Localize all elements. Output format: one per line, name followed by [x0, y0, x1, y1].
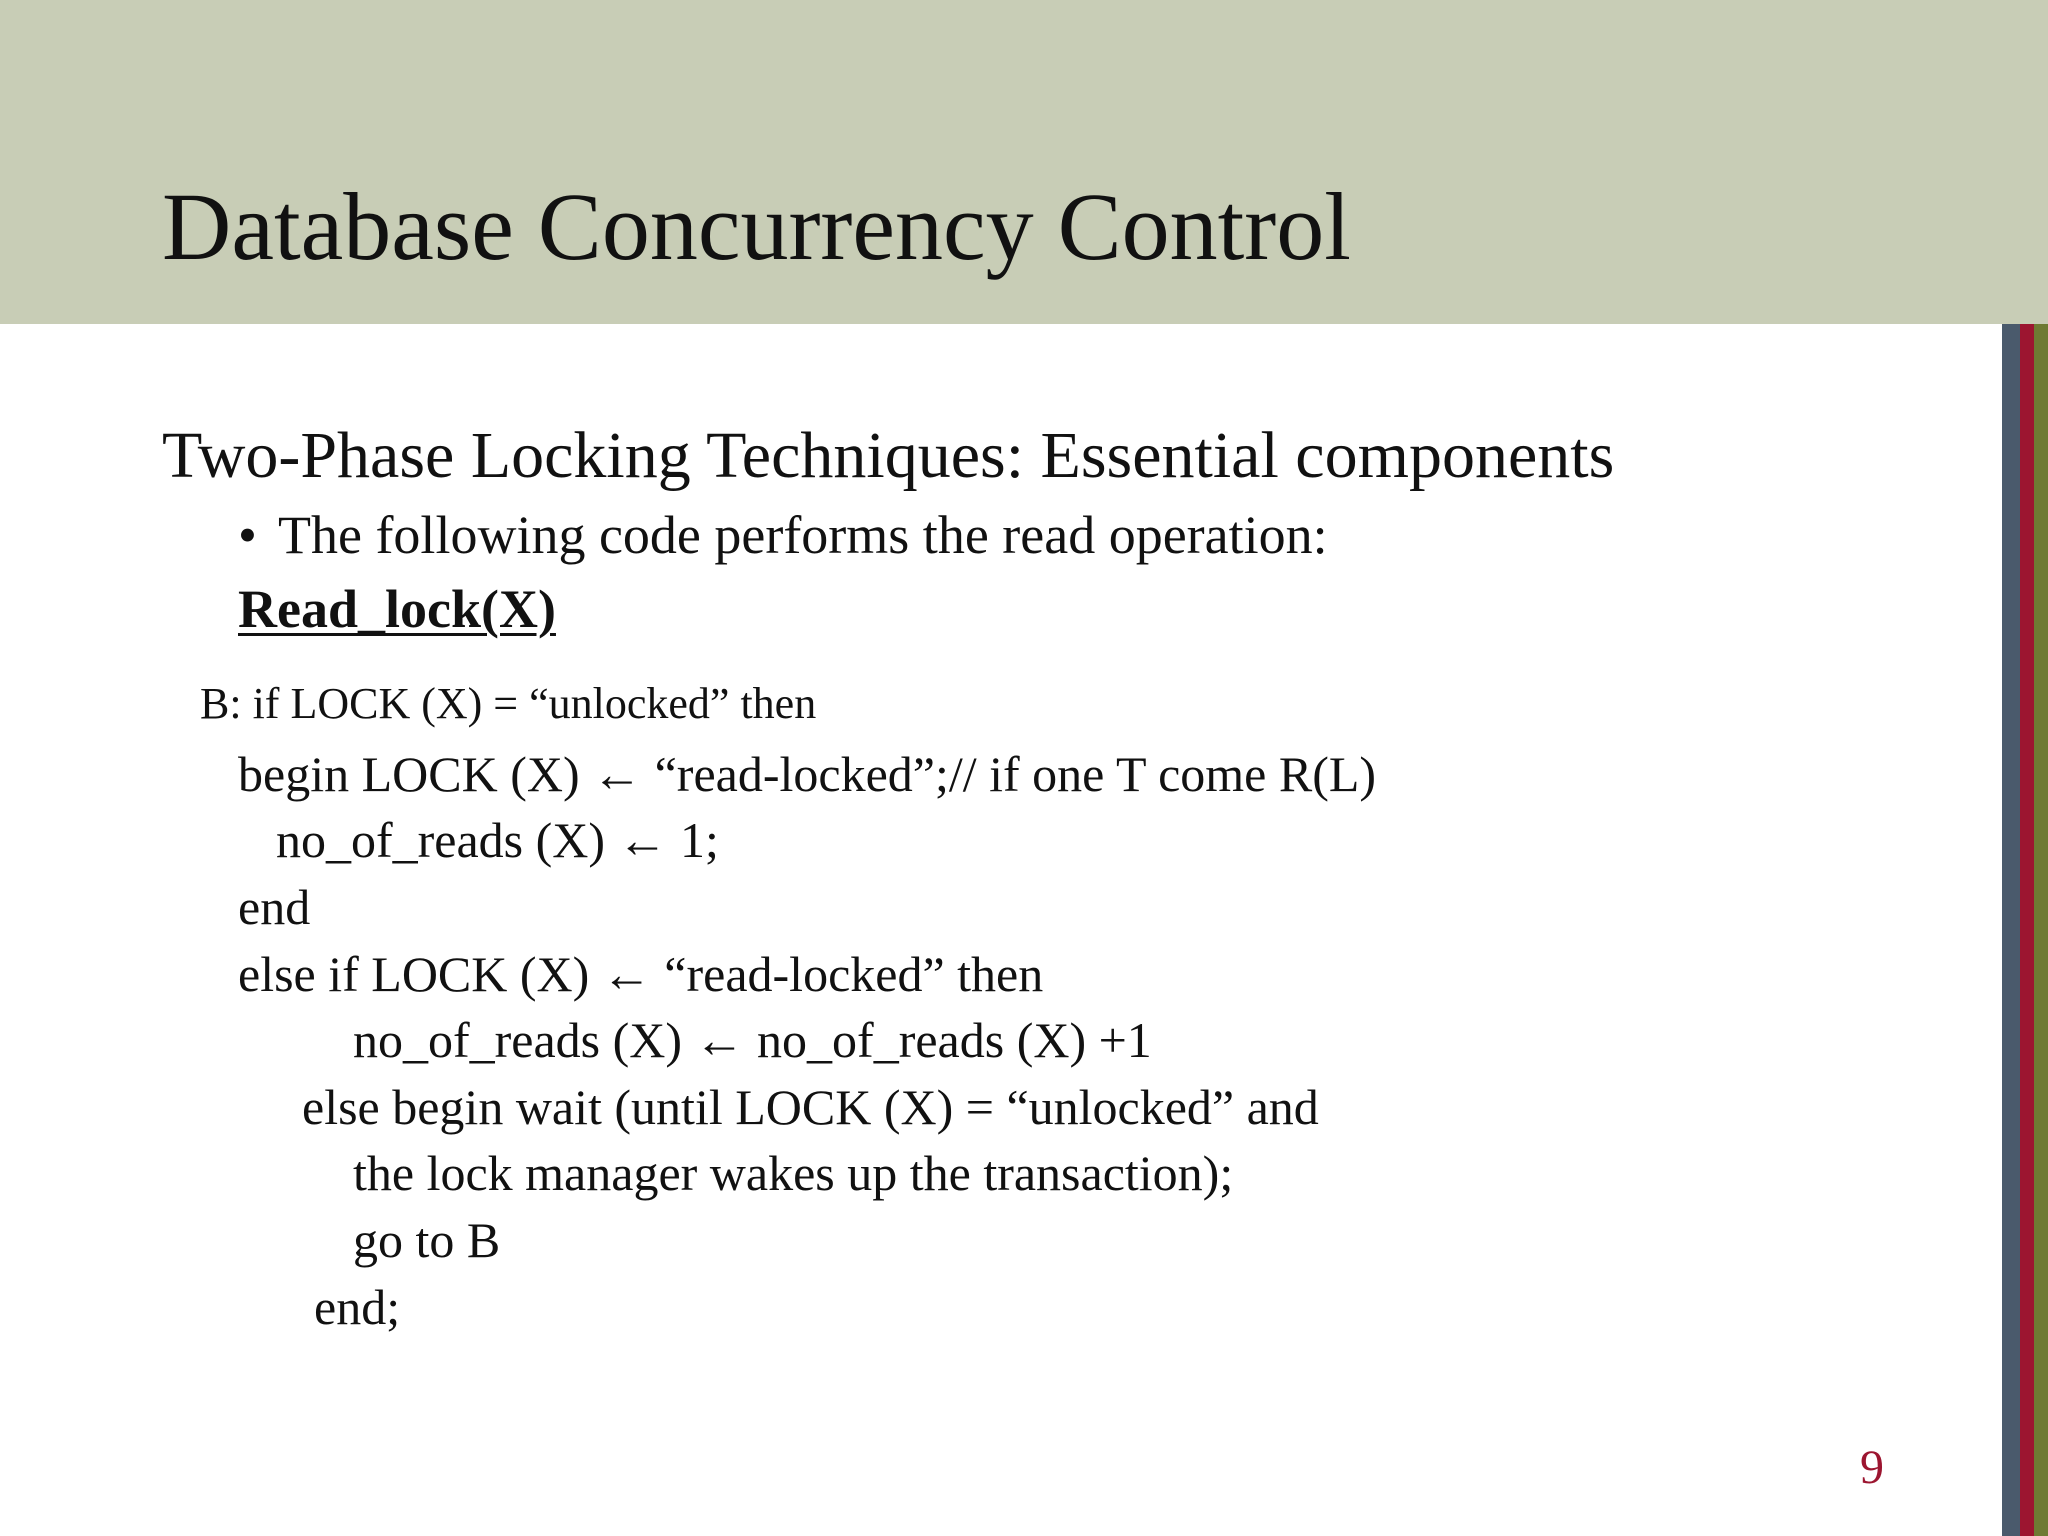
side-stripe-red — [2020, 324, 2034, 1536]
side-stripe-slate — [2002, 324, 2020, 1536]
bullet-item — [238, 502, 1328, 568]
code-line: the lock manager wakes up the transaction); — [353, 1145, 1234, 1201]
page-number: 9 — [1860, 1441, 1884, 1494]
code-line: else begin wait (until LOCK (X) = “unlocked” and — [302, 1079, 1319, 1135]
code-line: end — [238, 879, 311, 935]
section-label: Read_lock(X) — [238, 579, 556, 639]
subheading: Two-Phase Locking Techniques: Essential components — [162, 419, 1615, 492]
code-line: go to B — [353, 1212, 501, 1268]
code-line: B: if LOCK (X) = “unlocked” then — [200, 679, 817, 728]
code-line: else if LOCK (X) ← “read-locked” then — [238, 946, 1044, 1002]
code-line: no_of_reads (X) ← 1; — [276, 812, 719, 868]
side-stripe-olive — [2034, 324, 2048, 1536]
bullet-marker: • — [238, 505, 257, 565]
code-line: end; — [314, 1279, 401, 1335]
code-line: begin LOCK (X) ← “read-locked”;// if one T come R(L) — [238, 746, 1377, 802]
bullet-text: The following code performs the read operation: — [278, 505, 1328, 565]
slide-title: Database Concurrency Control — [162, 173, 1351, 280]
code-line: no_of_reads (X) ← no_of_reads (X) +1 — [353, 1012, 1152, 1068]
